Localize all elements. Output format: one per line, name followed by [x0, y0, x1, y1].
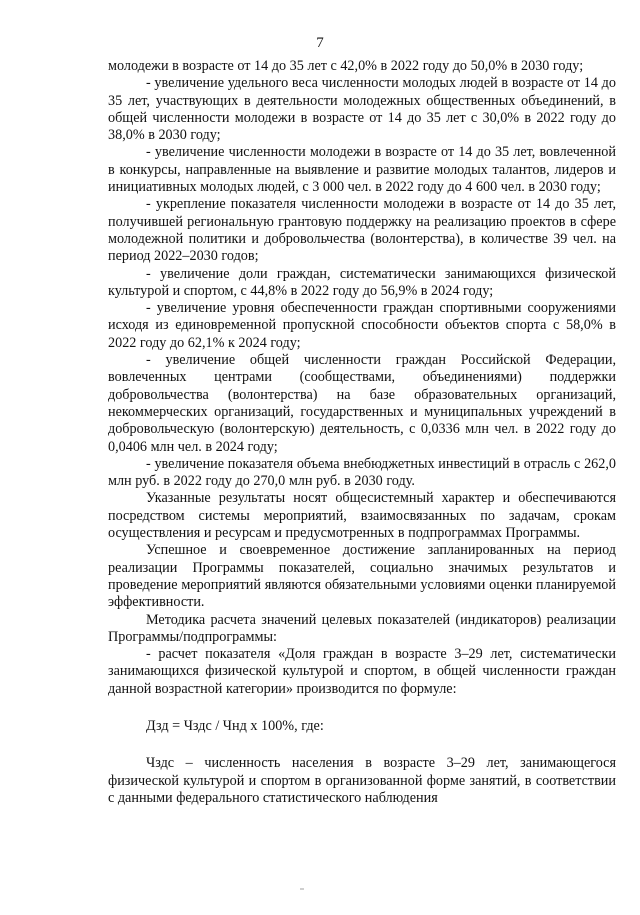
- page-number: 7: [316, 35, 324, 51]
- list-item: - увеличение доли граждан, систематически занимающихся физической культурой и спортом, с 44,8% в 2022 году до 56,9% в 2024 году;: [108, 265, 616, 299]
- paragraph-continuation: молодежи в возрасте от 14 до 35 лет с 42,0% в 2022 году до 50,0% в 2030 году;: [108, 58, 584, 74]
- formula-definition: Чздс – численность населения в возрасте 3–29 лет, занимающегося физической культурой и спортом в организованной форме занятий, в соответствии с данными федерального статистического наблюдения: [108, 755, 616, 806]
- paragraph: Указанные результаты носят общесистемный характер и обеспечиваются посредством системы мероприятий, взаимосвязанных по задачам, срокам осуществления и ресурсам и предусмотренных в подпрограммах Программы.: [108, 490, 616, 542]
- paragraph: Успешное и своевременное достижение запланированных на период реализации Программы показателей, социально значимых результатов и проведение мероприятий являются обязательными условиями оценки планируемой эффективности.: [108, 542, 616, 611]
- formula: Дзд = Чздс / Чнд х 100%, где:: [146, 717, 324, 734]
- document-body: [108, 58, 616, 807]
- scan-mark: [300, 888, 304, 890]
- list-item: - расчет показателя «Доля граждан в возрасте 3–29 лет, систематически занимающихся физической культурой и спортом, в общей численности граждан данной возрастной категории» производится по формуле:: [108, 646, 616, 697]
- list-item: - увеличение показателя объема внебюджетных инвестиций в отрасль с 262,0 млн руб. в 2022 году до 270,0 млн руб. в 2030 году.: [108, 455, 616, 490]
- list-item: - увеличение общей численности граждан Российской Федерации, вовлеченных центрами (сообществами, объединениями) поддержки добровольчества (волонтерства) на базе образовательных организаций, некоммерческих организаций, государственных и муниципальных учреждений в добровольческую (волонтерскую) деятельность, с 0,0336 млн чел. в 2022 году до 0,0406 млн чел. в 2024 году;: [108, 352, 616, 455]
- list-item: - увеличение уровня обеспеченности граждан спортивными сооружениями исходя из единовременной пропускной способности объектов спорта с 58,0% в 2022 году до 62,1% к 2024 году;: [108, 300, 616, 351]
- paragraph: Методика расчета значений целевых показателей (индикаторов) реализации Программы/подпрограммы:: [108, 611, 616, 645]
- list-item: - увеличение удельного веса численности молодых людей в возрасте от 14 до 35 лет, участвующих в деятельности молодежных общественных объединений, в общей численности молодежи в возрасте от 14 до 35 лет с 30,0% в 2022 году до 38,0% в 2030 году;: [108, 75, 616, 144]
- list-item: - укрепление показателя численности молодежи в возрасте от 14 до 35 лет, получившей региональную грантовую поддержку на реализацию проектов в сфере молодежной политики и добровольчества (волонтерства), в количестве 39 чел. на период 2022–2030 годов;: [108, 196, 616, 265]
- list-item: - увеличение численности молодежи в возрасте от 14 до 35 лет, вовлеченной в конкурсы, направленные на выявление и развитие молодых талантов, лидеров и инициативных молодых людей, с 3 000 чел. в 2022 году до 4 600 чел. в 2030 году;: [108, 144, 616, 196]
